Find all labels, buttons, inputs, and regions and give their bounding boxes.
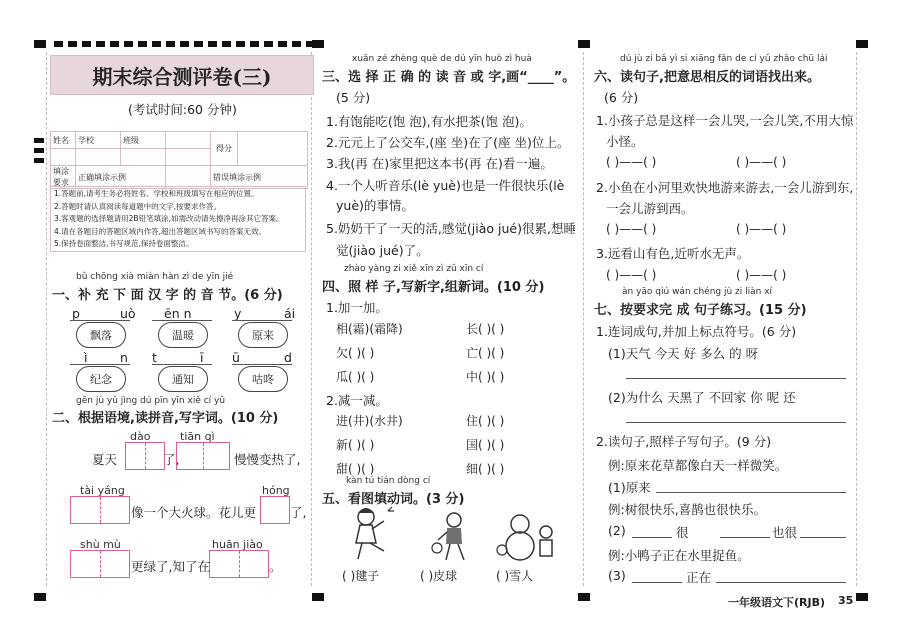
sentence-text: 慢慢变热了, <box>234 452 301 467</box>
registration-mark <box>856 593 868 601</box>
sentence-text: 像一个大火球。花儿更 <box>131 505 257 520</box>
side-mark <box>34 138 44 143</box>
q5-title: 五、看图填动词。(3 分) <box>322 492 465 507</box>
pinyin-prompt: tài yáng <box>80 484 125 497</box>
subtract-item[interactable]: 甜( )( ) <box>336 462 375 476</box>
antonym-pair-blank[interactable]: ( )——( ) <box>736 155 787 169</box>
word-list: (1)天气 今天 好 多么 的 呀 <box>608 346 759 361</box>
q4-sub1: 1.加一加。 <box>326 300 388 315</box>
q1-initial: p <box>72 306 80 321</box>
pinyin-prompt: shù mù <box>80 538 121 551</box>
side-mark <box>34 158 44 163</box>
example-sentence: 例:原来花草都像白天一样微笑。 <box>608 458 788 473</box>
add-item[interactable]: 中( )( ) <box>466 370 505 384</box>
q1-pinyin: bǔ chōng xià miàn hàn zì de yīn jié <box>76 272 234 282</box>
add-item[interactable]: 欠( )( ) <box>336 346 375 360</box>
registration-mark <box>856 40 868 48</box>
q5-pinyin: kàn tú tián dòng cí <box>346 476 431 486</box>
answer-line[interactable] <box>800 537 846 538</box>
q6-sentence: 2.小鱼在小河里欢快地游来游去,一会儿游到东, <box>596 180 854 195</box>
sentence-text: 了, <box>290 505 307 520</box>
instruction-line: 1.答题前,请考生务必将姓名、学校和班级填写在相应的位置。 <box>54 189 259 198</box>
info-table <box>50 131 308 189</box>
q3-line: 觉(jiào jué)了。 <box>336 243 429 258</box>
q1-title: 一、补 充 下 面 汉 字 的 音 节。(6 分) <box>52 288 283 303</box>
q7-sub2: 2.读句子,照样子写句子。(9 分) <box>596 434 772 449</box>
word-cloud: 温暖 <box>158 322 208 348</box>
verb-blank[interactable]: ( )雪人 <box>496 569 534 583</box>
q6-sentence: 小怪。 <box>606 134 644 149</box>
exam-time: (考试时间:60 分钟) <box>128 102 237 117</box>
q3-line: yuè)的事情。 <box>336 198 414 213</box>
page-number: 35 <box>838 594 854 607</box>
q4-title: 四、照 样 子,写新字,组新词。(10 分) <box>322 280 545 295</box>
fill-requirement: 填涂要求 <box>51 166 76 189</box>
answer-prefix: (2) <box>608 523 626 538</box>
snowman-illustration <box>494 510 558 564</box>
registration-mark <box>34 40 46 48</box>
q6-sentence: 一会儿游到西。 <box>606 201 694 216</box>
antonym-pair-blank[interactable]: ( )——( ) <box>606 268 657 282</box>
subtract-item[interactable]: 进(井)(水井) <box>336 414 403 428</box>
antonym-pair-blank[interactable]: ( )——( ) <box>606 155 657 169</box>
add-item[interactable]: 亡( )( ) <box>466 346 505 360</box>
word-cloud: 纪念 <box>76 366 126 392</box>
sentence-text: 夏天 <box>92 452 118 467</box>
kick-shuttlecock-illustration <box>344 505 396 561</box>
registration-mark <box>34 593 46 601</box>
q7-title: 七、按要求完 成 句子练习。(15 分) <box>594 303 807 318</box>
q3-line: 3.我(再 在)家里把这本书(再 在)看一遍。 <box>326 156 553 171</box>
q3-pinyin: xuǎn zé zhèng què de dú yīn huò zì huà <box>352 54 532 64</box>
q1-final: uò <box>120 306 136 321</box>
q2-pinyin: gēn jù yǔ jìng dú pīn yīn xiě cí yǔ <box>76 396 226 406</box>
side-mark <box>34 148 44 153</box>
add-item[interactable]: 瓜( )( ) <box>336 370 375 384</box>
antonym-pair-blank[interactable]: ( )——( ) <box>606 222 657 236</box>
q1-initial: t <box>152 350 157 365</box>
q1-final: ēn n <box>164 306 192 321</box>
q3-line: 2.元元上了公交车,(座 坐)在了(座 坐)位上。 <box>326 135 570 150</box>
add-item[interactable]: 相(霜)(霜降) <box>336 322 403 336</box>
q3-line: 4.一个人听音乐(lè yuè)也是一件很快乐(lè <box>326 178 565 193</box>
answer-text: 正在 <box>686 570 712 585</box>
q3-line: 5.奶奶干了一天的活,感觉(jiào jué)很累,想睡 <box>326 221 576 236</box>
footer-label: 一年级语文下(RJB) <box>728 596 826 609</box>
answer-text: 很 <box>676 525 689 540</box>
q4-sub2: 2.减一减。 <box>326 393 388 408</box>
q1-initial: y <box>234 306 242 321</box>
q4-pinyin: zhào yàng zi xiě xīn zì zǔ xīn cí <box>344 264 484 274</box>
dashed-border <box>54 41 319 47</box>
verb-blank[interactable]: ( )毽子 <box>342 569 380 583</box>
writing-grid[interactable] <box>260 496 290 524</box>
writing-grid[interactable] <box>125 442 165 470</box>
registration-mark <box>578 40 590 48</box>
q6-score: (6 分) <box>604 90 639 105</box>
subtract-item[interactable]: 国( )( ) <box>466 438 505 452</box>
subtract-item[interactable]: 新( )( ) <box>336 438 375 452</box>
q1-final: d <box>284 350 292 365</box>
instruction-line: 4.请在各题目的答题区域内作答,超出答题区域书写的答案无效。 <box>54 226 267 236</box>
antonym-pair-blank[interactable]: ( )——( ) <box>736 268 787 282</box>
writing-grid[interactable] <box>176 442 230 470</box>
answer-line[interactable] <box>626 422 846 423</box>
q3-line: 1.有饱能吃(饱 泡),有水把茶(饱 泡)。 <box>326 114 532 129</box>
registration-mark <box>578 593 590 601</box>
page-title: 期末综合测评卷(三) <box>50 55 314 95</box>
q1-final: n <box>120 350 128 365</box>
school-label: 学校 <box>76 132 121 149</box>
subtract-item[interactable]: 住( )( ) <box>466 414 505 428</box>
verb-blank[interactable]: ( )皮球 <box>420 569 458 583</box>
answer-line[interactable] <box>632 582 682 583</box>
q1-initial: ū <box>232 350 240 365</box>
sentence-text: 。 <box>269 559 282 574</box>
answer-line[interactable] <box>626 378 846 379</box>
sentence-text: 了, <box>163 452 180 467</box>
writing-grid[interactable] <box>70 550 130 578</box>
answer-prefix: (1)原来 <box>608 480 651 495</box>
answer-line[interactable] <box>632 537 672 538</box>
q6-sentence: 1.小孩子总是这样一会儿哭,一会儿笑,不用大惊 <box>596 113 854 128</box>
q7-pinyin: àn yāo qiú wán chéng jù zi liàn xí <box>622 287 773 297</box>
writing-grid[interactable] <box>70 496 130 524</box>
q6-title: 六、读句子,把意思相反的词语找出来。 <box>594 70 820 85</box>
q3-title: 三、选 择 正 确 的 读 音 或 字,画“____”。 <box>322 70 576 85</box>
answer-line[interactable] <box>656 492 846 493</box>
add-item[interactable]: 长( )( ) <box>466 322 505 336</box>
registration-mark <box>312 593 324 601</box>
registration-mark <box>312 40 324 48</box>
wrong-example: 错误填涂示例 <box>211 166 308 189</box>
answer-text: 也很 <box>772 525 798 540</box>
class-label: 班级 <box>121 132 166 149</box>
example-sentence: 例:小鸭子正在水里捉鱼。 <box>608 548 750 563</box>
q1-final: ī <box>200 350 204 365</box>
name-label: 姓名 <box>51 132 76 149</box>
pinyin-prompt: hóng <box>262 484 290 497</box>
subtract-item[interactable]: 细( )( ) <box>466 462 505 476</box>
answer-line[interactable] <box>720 537 770 538</box>
word-list: (2)为什么 天黑了 不回家 你 呢 还 <box>608 390 796 405</box>
writing-grid[interactable] <box>209 550 269 578</box>
pinyin-prompt: huān jiào <box>212 538 263 551</box>
q7-sub1: 1.连词成句,并加上标点符号。(6 分) <box>596 324 797 339</box>
word-cloud: 通知 <box>158 366 208 392</box>
instruction-line: 5.保持卷面整洁,书写规范,保持卷面整洁。 <box>54 239 194 248</box>
word-cloud: 飘落 <box>76 322 126 348</box>
instructions-box <box>50 186 306 252</box>
instruction-line: 3.客观题的选择题请用2B铅笔填涂,如需改动请先擦净再涂其它答案。 <box>54 214 284 223</box>
sentence-text: 更绿了,知了在 <box>131 559 210 574</box>
word-cloud: 原来 <box>238 322 288 348</box>
q6-sentence: 3.远看山有色,近听水无声。 <box>596 246 750 261</box>
correct-example: 正确填涂示例 <box>76 166 166 189</box>
pat-ball-illustration <box>430 510 478 562</box>
q1-final: ái <box>284 306 296 321</box>
q6-pinyin: dú jù zi bǎ yì si xiāng fǎn de cí yǔ zhǎo chū lái <box>620 54 828 64</box>
q1-initial: ì <box>84 350 88 365</box>
pinyin-prompt: dào <box>130 430 151 443</box>
instruction-line: 2.答题时请认真阅读每道题中的文字,按要求作答。 <box>54 201 222 211</box>
score-label: 得分 <box>211 132 238 166</box>
answer-line[interactable] <box>716 582 846 583</box>
q2-title: 二、根据语境,读拼音,写字词。(10 分) <box>52 411 279 426</box>
q3-score: (5 分) <box>336 90 371 105</box>
pinyin-prompt: tiān qì <box>180 430 215 443</box>
answer-prefix: (3) <box>608 568 626 583</box>
antonym-pair-blank[interactable]: ( )——( ) <box>736 222 787 236</box>
word-cloud: 咕咚 <box>238 366 288 392</box>
example-sentence: 例:树很快乐,喜鹊也很快乐。 <box>608 502 767 517</box>
